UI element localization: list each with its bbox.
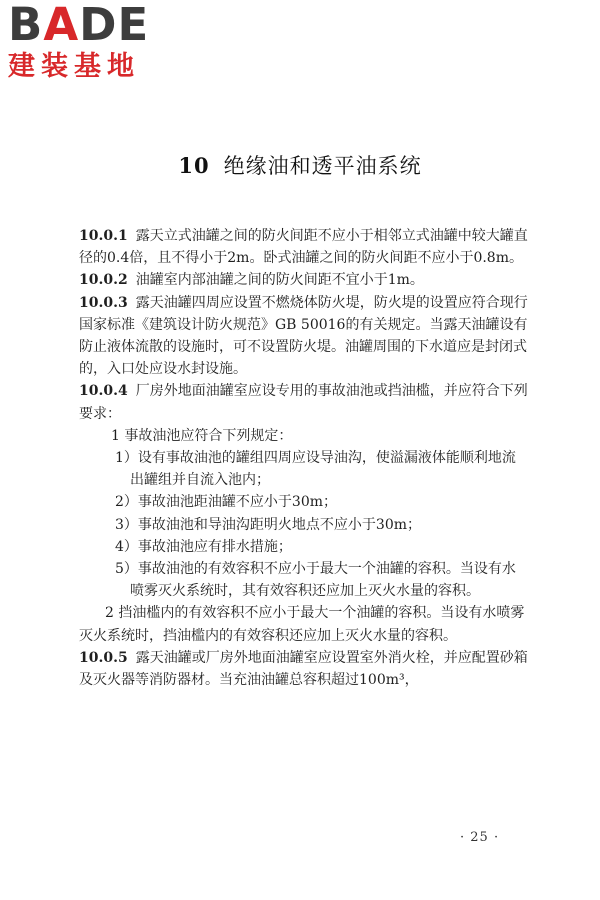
body-text	[79, 225, 529, 691]
bade-logo	[8, 2, 178, 94]
clause-text: 露天油罐四周应设置不燃烧体防火堤，防火堤的设置应符合现行国家标准《建筑设计防火规范》GB 50016的有关规定。当露天油罐设有防止液体流散的设施时，可不设置防火堤。油罐周围的下水道应是封闭式的，入口处应设水封设施。	[79, 294, 528, 378]
sub-list-item: 4）事故油池应有排水措施；	[115, 538, 292, 555]
clause-text: 厂房外地面油罐室应设专用的事故油池或挡油槛，并应符合下列要求：	[79, 383, 528, 422]
clause-10-0-1	[79, 225, 529, 269]
sub-list-item: 3）事故油池和导油沟距明火地点不应小于30m；	[115, 516, 421, 533]
clause-number: 10.0.4	[79, 383, 128, 400]
clause-10-0-2	[79, 269, 529, 291]
page-number: · 25 ·	[460, 830, 500, 845]
clause-text: 油罐室内部油罐之间的防火间距不宜小于1m。	[135, 272, 424, 289]
clause-number: 10.0.3	[79, 294, 128, 311]
section-number: 10	[178, 153, 210, 178]
list-item: 1 事故油池应符合下列规定：	[111, 427, 293, 444]
sub-list-item: 5）事故油池的有效容积不应小于最大一个油罐的容积。当设有水喷雾灭火系统时，其有效容积还应加上灭火水量的容积。	[115, 561, 516, 600]
clause-number: 10.0.5	[79, 649, 128, 666]
brand-name-chinese: 建装基地	[8, 51, 140, 82]
section-title	[0, 150, 600, 180]
list-item: 2 挡油槛内的有效容积不应小于最大一个油罐的容积。当设有水喷雾灭火系统时，挡油槛内的有效容积还应加上灭火水量的容积。	[79, 605, 525, 644]
brand-name-latin: BADE	[8, 0, 150, 51]
clause-10-0-3	[79, 292, 529, 381]
clause-text: 露天立式油罐之间的防火间距不应小于相邻立式油罐中较大罐直径的0.4倍，且不得小于2m。卧式油罐之间的防火间距不应小于0.8m。	[79, 228, 528, 267]
clause-10-0-4	[79, 380, 529, 424]
clause-number: 10.0.2	[79, 272, 128, 289]
sub-list-item: 2）事故油池距油罐不应小于30m；	[115, 494, 337, 511]
clause-10-0-5	[79, 647, 529, 691]
section-title-text: 绝缘油和透平油系统	[223, 154, 422, 178]
clause-text: 露天油罐或厂房外地面油罐室应设置室外消火栓，并应配置砂箱及灭火器等消防器材。当充油油罐总容积超过100m³，	[79, 649, 528, 689]
clause-number: 10.0.1	[79, 228, 128, 244]
sub-list-item: 1）设有事故油池的罐组四周应设导油沟，使溢漏液体能顺利地流出罐组并自流入池内；	[115, 450, 516, 489]
